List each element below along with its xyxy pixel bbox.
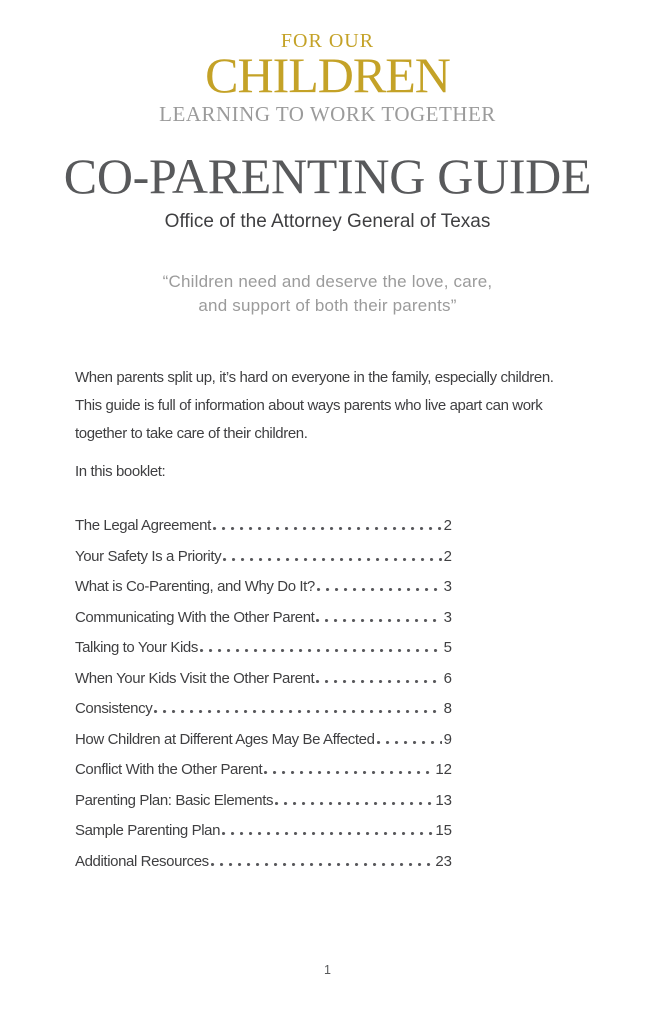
- toc-entry: [75, 517, 452, 534]
- toc-entry: [75, 853, 452, 870]
- toc-entry: [75, 761, 452, 778]
- toc-entry-label: Consistency: [75, 700, 153, 717]
- toc-entry-label: Your Safety Is a Priority: [75, 547, 222, 565]
- toc: [75, 517, 452, 883]
- toc-entry-label: What is Co-Parenting, and Why Do It?: [75, 578, 315, 595]
- intro-line-3: together to take care of their children.: [75, 425, 308, 442]
- toc-entry-page: 2: [443, 547, 452, 565]
- intro-line-1: When parents split up, it’s hard on everyone in the family, especially children.: [75, 369, 554, 386]
- logo-for-our: FOR OUR: [280, 30, 375, 52]
- toc-entry-page: 5: [443, 639, 452, 656]
- toc-leader-dots: [264, 771, 433, 774]
- toc-leader-dots: [317, 588, 442, 591]
- toc-leader-dots: [316, 680, 441, 683]
- toc-entry: [75, 700, 452, 717]
- toc-leader-dots: [222, 832, 433, 835]
- toc-entry-label: Sample Parenting Plan: [75, 822, 221, 839]
- toc-entry-label: Parenting Plan: Basic Elements: [75, 791, 274, 809]
- toc-entry: [75, 822, 452, 839]
- toc-entry-label: How Children at Different Ages May Be Affected: [75, 730, 375, 748]
- toc-leader-dots: [223, 558, 441, 561]
- intro-paragraph: [75, 364, 554, 448]
- booklet-label: In this booklet:: [75, 463, 166, 480]
- toc-leader-dots: [213, 527, 442, 530]
- toc-entry-label: The Legal Agreement: [75, 517, 211, 534]
- toc-entry-page: 6: [443, 669, 452, 687]
- quote: [0, 270, 655, 318]
- toc-entry-page: 3: [443, 608, 452, 626]
- toc-entry: [75, 639, 452, 656]
- toc-entry: [75, 670, 452, 687]
- toc-leader-dots: [200, 649, 442, 652]
- toc-entry: [75, 578, 452, 595]
- toc-entry-page: 15: [435, 822, 452, 839]
- quote-line-2: and support of both their parents”: [198, 296, 457, 315]
- toc-entry-page: 8: [443, 700, 452, 717]
- toc-entry-label: Additional Resources: [75, 852, 209, 870]
- toc-entry: [75, 548, 452, 565]
- toc-leader-dots: [154, 710, 441, 713]
- org-subtitle: Office of the Attorney General of Texas: [164, 211, 491, 232]
- toc-entry-page: 13: [435, 791, 452, 809]
- toc-entry-page: 3: [443, 578, 452, 595]
- toc-entry-page: 12: [435, 761, 452, 778]
- toc-entry-page: 9: [443, 730, 452, 748]
- page-number: 1: [324, 963, 331, 977]
- toc-leader-dots: [377, 741, 442, 744]
- logo-children: CHILDREN: [205, 47, 450, 103]
- toc-entry-label: Conflict With the Other Parent: [75, 761, 263, 778]
- toc-entry-page: 2: [443, 517, 452, 534]
- logo-tagline: LEARNING TO WORK TOGETHER: [159, 102, 496, 126]
- agency-logo: [0, 30, 655, 126]
- toc-leader-dots: [211, 863, 434, 866]
- toc-leader-dots: [275, 802, 433, 805]
- page-title: CO-PARENTING GUIDE: [63, 148, 592, 204]
- toc-entry: [75, 792, 452, 809]
- toc-entry-label: Communicating With the Other Parent: [75, 608, 315, 626]
- toc-entry-label: Talking to Your Kids: [75, 639, 198, 656]
- toc-entry: [75, 731, 452, 748]
- toc-entry: [75, 609, 452, 626]
- quote-line-1: “Children need and deserve the love, care,: [162, 272, 493, 291]
- toc-entry-label: When Your Kids Visit the Other Parent: [75, 669, 315, 687]
- toc-entry-page: 23: [435, 852, 452, 870]
- toc-leader-dots: [316, 619, 441, 622]
- intro-line-2: This guide is full of information about ways parents who live apart can work: [75, 397, 543, 414]
